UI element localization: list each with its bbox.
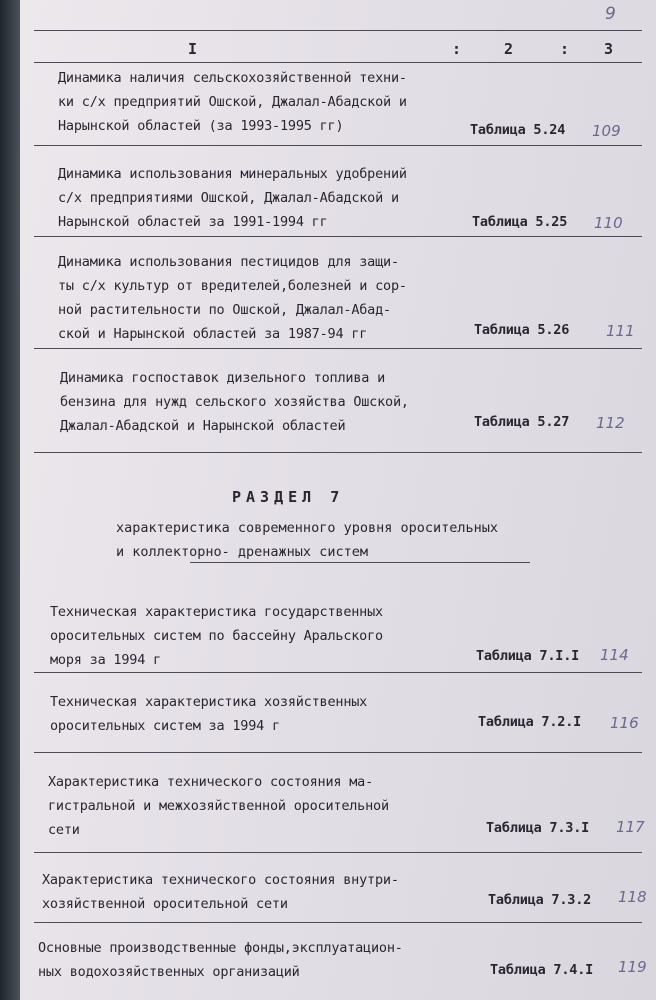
entry-7-2-1-page: 116 <box>610 714 639 732</box>
entry-7-1-1-text: Техническая характеристика государственных оросительных систем по бассейну Аральского моря за 1994 г <box>50 604 383 668</box>
entry-7-3-1-text: Характеристика технического состояния ма- гистральной и межхозяйственной оросительной сети <box>48 774 389 838</box>
entry-5-25-table: Таблица 5.25 <box>472 214 568 230</box>
column-header-3: 3 <box>604 40 614 58</box>
entry-5-24-table: Таблица 5.24 <box>470 122 566 138</box>
column-separator-2: : <box>560 40 570 58</box>
header-bottom-rule <box>34 62 642 63</box>
column-header-1: I <box>188 40 198 58</box>
entry-7-3-2-text: Характеристика технического состояния внутри- хозяйственной оросительной сети <box>42 872 399 912</box>
entry-7-2-1-text: Техническая характеристика хозяйственных оросительных систем за 1994 г <box>50 694 368 734</box>
entry-5-25-text: Динамика использования минеральных удобрений с/х предприятиями Ошской, Джалал-Абадской и Нарынской областей за 1991-1994 гг <box>58 166 407 230</box>
entry-5-27-text: Динамика госпоставок дизельного топлива и бензина для нужд сельского хозяйства Ошской, Джалал-Абадской и Нарынской областей <box>60 370 409 434</box>
entry-7-1-1-page: 114 <box>600 646 629 664</box>
section-subtitle: характеристика современного уровня оросительных и коллекторно- дренажных систем <box>116 520 499 560</box>
row-divider <box>34 752 642 753</box>
row-divider <box>34 452 642 453</box>
entry-5-24-page: 109 <box>592 122 621 140</box>
section-title: РАЗДЕЛ 7 <box>232 488 345 506</box>
entry-7-3-1-page: 117 <box>616 818 645 836</box>
header-top-rule <box>34 30 642 31</box>
section-underline <box>190 562 530 563</box>
entry-5-27-table: Таблица 5.27 <box>474 414 570 430</box>
row-divider <box>34 852 642 853</box>
document-page <box>20 0 656 1000</box>
entry-5-24-text: Динамика наличия сельскохозяйственной техни- ки с/х предприятий Ошской, Джалал-Абадской и Нарынской областей (за 1993-1995 гг) <box>58 70 407 134</box>
column-header-2: 2 <box>504 40 514 58</box>
row-divider <box>34 922 642 923</box>
entry-5-27-page: 112 <box>596 414 625 432</box>
entry-5-26-table: Таблица 5.26 <box>474 322 570 338</box>
entry-7-3-2-table: Таблица 7.3.2 <box>488 892 592 908</box>
row-divider <box>34 348 642 349</box>
entry-5-26-text: Динамика использования пестицидов для защи- ты с/х культур от вредителей,болезней и сор- ной растительности по Ошской, Джалал-Абад- ской и Нарынской областей за 1987-94 гг <box>58 254 407 342</box>
entry-7-3-2-page: 118 <box>618 888 647 906</box>
column-separator-1: : <box>452 40 462 58</box>
entry-7-2-1-table: Таблица 7.2.I <box>478 714 582 730</box>
row-divider <box>34 145 642 146</box>
row-divider <box>34 672 642 673</box>
entry-5-26-page: 111 <box>606 322 635 340</box>
page-number: 9 <box>605 4 616 24</box>
entry-7-4-1-page: 119 <box>618 958 647 976</box>
entry-7-1-1-table: Таблица 7.I.I <box>476 648 580 664</box>
binding-shadow <box>0 0 20 1000</box>
entry-7-4-1-text: Основные производственные фонды,эксплуатацион- ных водохозяйственных организаций <box>38 940 403 980</box>
entry-7-3-1-table: Таблица 7.3.I <box>486 820 590 836</box>
entry-7-4-1-table: Таблица 7.4.I <box>490 962 594 978</box>
row-divider <box>34 236 642 237</box>
entry-5-25-page: 110 <box>594 214 623 232</box>
